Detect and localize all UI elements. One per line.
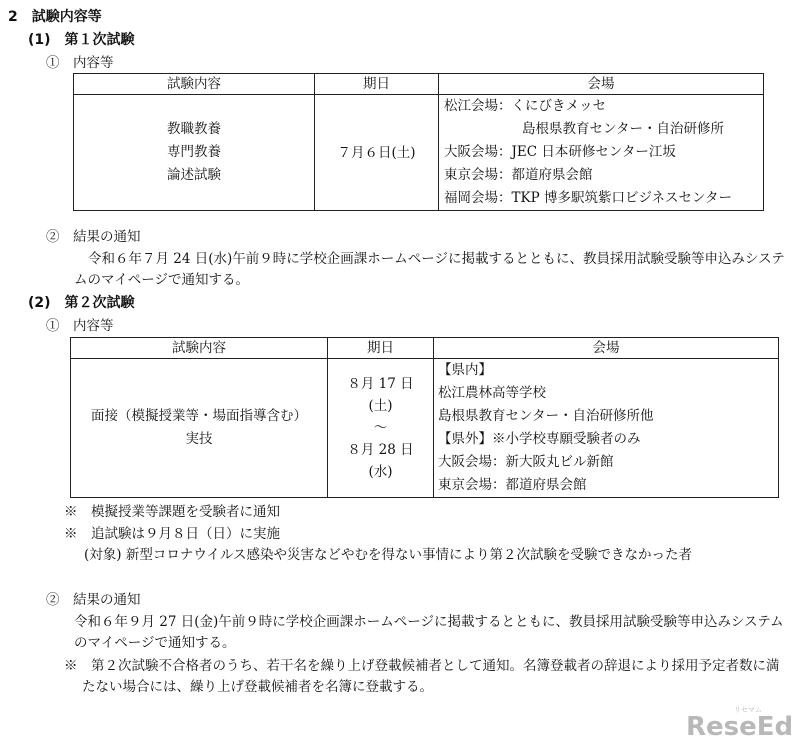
header-venue: 会場 bbox=[434, 338, 779, 359]
second-exam-table bbox=[70, 337, 779, 498]
date-line: ～ bbox=[373, 420, 388, 436]
venue-line: 島根県教育センター・自治研修所他 bbox=[438, 408, 654, 424]
header-venue: 会場 bbox=[439, 74, 764, 95]
note-mock-lesson: ※ 模擬授業等課題を受験者に通知 bbox=[64, 504, 280, 520]
header-exam-content: 試験内容 bbox=[71, 338, 328, 359]
venue-line: 大阪会場：JEC 日本研修センター江坂 bbox=[444, 144, 676, 160]
exam-venues-cell bbox=[434, 359, 779, 498]
note-waitlist: ※ 第２次試験不合格者のうち、若干名を繰り上げ登載候補者として通知。名簿登載者の辞退により採用予定者数に満たない場合には、繰り上げ登載候補者を名簿に登載する。 bbox=[64, 658, 780, 695]
table-header-row bbox=[71, 338, 779, 359]
venue-line: 大阪会場：新大阪丸ビル新館 bbox=[438, 454, 614, 470]
second-exam-heading: (2) 第２次試験 bbox=[28, 295, 135, 311]
exam-dates-cell bbox=[328, 359, 434, 498]
table-row bbox=[71, 359, 779, 498]
exam-subjects-cell bbox=[71, 359, 328, 498]
resemom-logo bbox=[682, 703, 794, 739]
table-header-row bbox=[74, 74, 764, 95]
logo-text: ReseEd bbox=[686, 712, 794, 739]
first-exam-content-heading: ① 内容等 bbox=[46, 55, 114, 71]
exam-subjects-cell bbox=[74, 95, 315, 211]
exam-subject: 面接（模擬授業等・場面指導含む） bbox=[91, 408, 307, 424]
first-exam-table bbox=[73, 73, 764, 211]
second-exam-content-heading: ① 内容等 bbox=[46, 318, 114, 334]
result-text: 令和６年９月 27 日(金)午前９時に学校企画課ホームページに掲載するとともに、教員採用試験受験等申込みシステムのマイページで通知する。 bbox=[74, 614, 784, 651]
section-title: 2 試験内容等 bbox=[8, 9, 102, 25]
venue-line: 松江会場：くにびきメッセ bbox=[444, 98, 606, 114]
logo-subtext: リセマム bbox=[734, 706, 762, 714]
header-date: 期日 bbox=[315, 74, 439, 95]
venue-line: 東京会場：都道府県会館 bbox=[444, 167, 593, 183]
first-exam-heading: (1) 第１次試験 bbox=[28, 32, 135, 48]
note-makeup-target: (対象) 新型コロナウイルス感染や災害などやむを得ない事情により第２次試験を受験できなかった者 bbox=[84, 547, 693, 563]
date-line: (水) bbox=[368, 464, 393, 480]
date-line: ８月 28 日 bbox=[347, 442, 414, 458]
exam-venues-cell bbox=[439, 95, 764, 211]
table-row bbox=[74, 95, 764, 211]
venue-line: 福岡会場：TKP 博多駅筑紫口ビジネスセンター bbox=[444, 190, 733, 206]
venue-line: 島根県教育センター・自治研修所 bbox=[522, 121, 724, 137]
first-exam-result-text: 令和６年７月 24 日(水)午前９時に学校企画課ホームページに掲載するとともに、教員採用試験受験等申込みシステムのマイページで通知する。 bbox=[74, 251, 785, 288]
date-line: ８月 17 日 bbox=[347, 376, 414, 392]
resemom-logo-graphic bbox=[682, 703, 794, 739]
first-exam-result-heading: ② 結果の通知 bbox=[46, 229, 141, 245]
header-exam-content: 試験内容 bbox=[74, 74, 315, 95]
exam-subject: 教職教養 bbox=[167, 121, 221, 137]
exam-subject: 実技 bbox=[185, 431, 213, 447]
header-date: 期日 bbox=[328, 338, 434, 359]
second-exam-result-heading: ② 結果の通知 bbox=[46, 592, 141, 608]
date-line: (土) bbox=[368, 398, 393, 414]
venue-line: 東京会場：都道府県会館 bbox=[438, 477, 587, 493]
exam-date-cell: ７月６日(土) bbox=[315, 95, 439, 211]
venue-line: 松江農林高等学校 bbox=[438, 385, 546, 401]
exam-subject: 論述試験 bbox=[167, 167, 221, 183]
second-exam-result-text bbox=[60, 612, 788, 654]
venue-line: 【県内】 bbox=[438, 362, 492, 378]
exam-subject: 専門教養 bbox=[167, 144, 221, 160]
venue-line: 【県外】※小学校専願受験者のみ bbox=[438, 431, 641, 447]
note-makeup-exam: ※ 追試験は９月８日（日）に実施 bbox=[64, 526, 280, 542]
